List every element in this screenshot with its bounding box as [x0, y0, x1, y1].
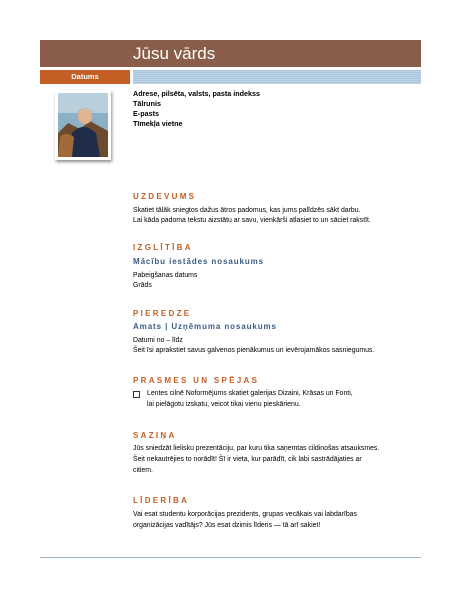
bullet-checkbox-icon [133, 391, 140, 398]
section-title-skills: PRASMES UN SPĒJAS [133, 376, 260, 385]
profile-photo[interactable] [55, 90, 111, 160]
education-line[interactable]: Pabeigšanas datums [133, 272, 198, 279]
communication-line[interactable]: citiem. [133, 467, 153, 474]
footer-divider [40, 557, 421, 558]
skills-line[interactable]: lai pielāgotu izskatu, veicot tikai vienu pieskārienu. [147, 401, 301, 408]
section-title-education: IZGLĪTĪBA [133, 243, 193, 252]
communication-line[interactable]: Jūs sniedzāt lielisku prezentāciju, par kuru tika saņemtas cildinošas atsauksmes. [133, 445, 380, 452]
date-label[interactable]: Datums [40, 70, 130, 84]
contact-email[interactable]: E-pasts [133, 109, 159, 118]
education-school[interactable]: Mācību iestādes nosaukums [133, 257, 264, 266]
communication-line[interactable]: Šeit nekautrējies to norādīt! Šī ir vieta, kur parādīt, cik labi sastrādājaties ar [133, 456, 362, 463]
leadership-line[interactable]: organizācijas vadītājs? Jūs esat dzimis līderis — tā arī sakiet! [133, 522, 321, 529]
objective-line[interactable]: Skatiet tālāk sniegtos dažus ātros padomus, kas jums palīdzēs sākt darbu. [133, 207, 361, 214]
photo-image [58, 93, 108, 157]
experience-line[interactable]: Šeit īsi aprakstiet savus galvenos pienākumus un ievērojamākos sasniegumus. [133, 347, 375, 354]
objective-line[interactable]: Lai kāda padoma tekstu aizstātu ar savu, vienkārši atlasiet to un sāciet rakstīt. [133, 217, 371, 224]
skills-line[interactable]: Lentes cilnē Noformējums skatiet galerijas Dizaini, Krāsas un Fonti, [147, 390, 353, 397]
leadership-line[interactable]: Vai esat studentu korporācijas prezidents, grupas vecākais vai labdarības [133, 511, 357, 518]
resume-name[interactable]: Jūsu vārds [133, 44, 216, 63]
section-title-leadership: LĪDERĪBA [133, 496, 190, 505]
section-title-objective: UZDEVUMS [133, 192, 197, 201]
education-line[interactable]: Grāds [133, 282, 152, 289]
experience-position[interactable]: Amats | Uzņēmuma nosaukums [133, 322, 277, 331]
contact-phone[interactable]: Tālrunis [133, 99, 161, 108]
experience-line[interactable]: Datumi no – līdz [133, 337, 183, 344]
accent-bar [133, 70, 421, 84]
section-title-experience: PIEREDZE [133, 309, 192, 318]
section-title-communication: SAZIŅA [133, 431, 177, 440]
contact-address[interactable]: Adrese, pilsēta, valsts, pasta indekss [133, 89, 261, 98]
name-banner [40, 40, 421, 67]
contact-website[interactable]: Tīmekļa vietne [133, 119, 183, 128]
